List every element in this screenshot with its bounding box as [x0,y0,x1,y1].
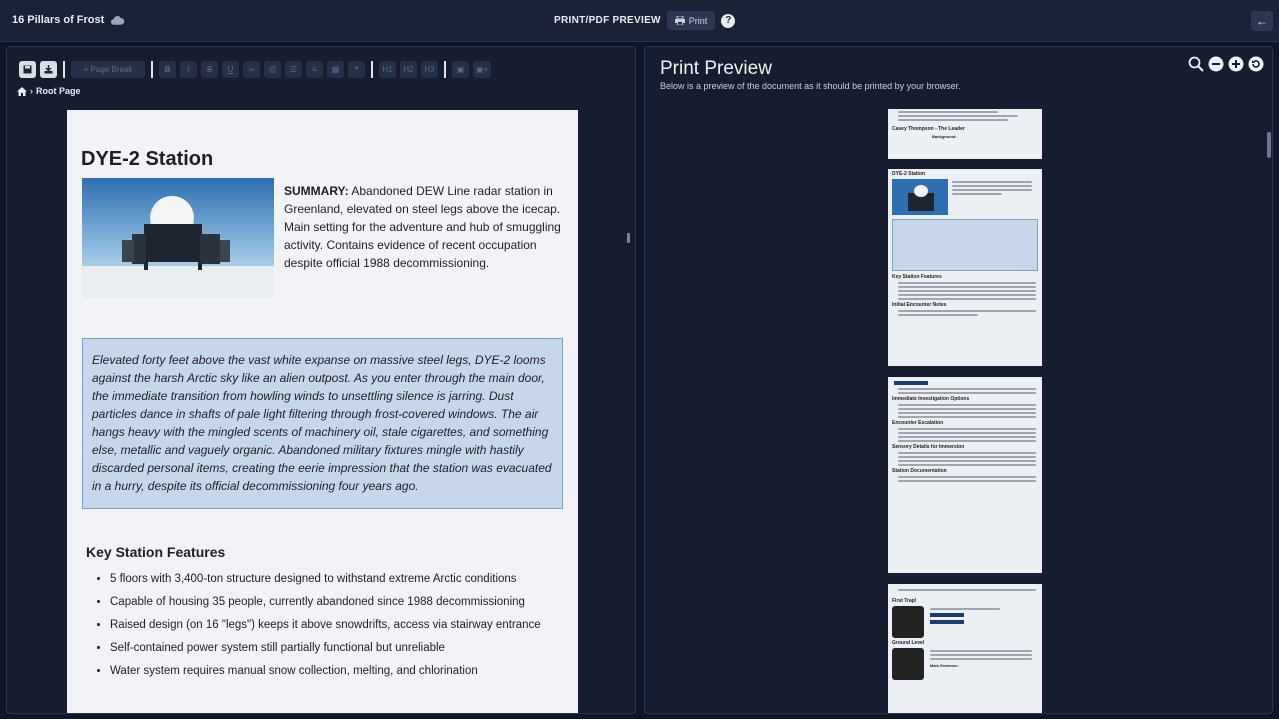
preview-page-2 [888,169,1042,366]
summary-label: SUMMARY: [284,184,349,198]
preview-section: Station Documentation [892,468,947,474]
toolbar-divider [371,61,373,78]
preview-thumbnail [892,179,948,215]
print-preview-title: Print Preview [660,58,772,79]
narrative-callout: Elevated forty feet above the vast white expanse on massive steel legs, DYE-2 looms against the harsh Arctic sky like an alien outpost. As you enter through the main door, the immediate transition from howling winds to unsettling silence is jarring. Dust particles dance in shafts of pale light filtering through frost-covered windows. The air hangs heavy with the mingled scents of machinery oil, stale cigarettes, and something else, metallic and vaguely organic. Abandoned military fixtures mingle with hastily discarded personal items, creating the eerie impression that the station was evacuated in a hurry, despite its official decommissioning four years ago. [82,338,563,509]
reset-zoom-icon[interactable] [1248,56,1264,72]
features-heading: Key Station Features [86,544,226,560]
app-title [12,14,125,26]
preview-heading: First Trap! [892,598,917,604]
preview-page-3 [888,377,1042,573]
list-item: • 5 floors with 3,400-ton structure designed to withstand extreme Arctic conditions [110,568,541,591]
station-image [82,178,274,298]
preview-section: Immediate Investigation Options [892,396,970,402]
preview-section: Initial Encounter Notes [892,302,947,308]
preview-header [554,11,735,30]
preview-label: Main Entrance: [930,663,959,668]
summary-text: Abandoned DEW Line radar station in Greenland, elevated on steel legs above the icecap. Main setting for the adventure and hub of smuggling activity. Contains evidence of recent occupation despite official 1988 decommissioning. [284,184,561,270]
breadcrumb-root-link[interactable]: Root Page [36,86,81,96]
page-break-label: Page Break [90,64,133,74]
chevron-right-icon: › [30,86,33,96]
download-icon [44,65,53,74]
numbered-list-icon: ≡ [312,64,317,74]
document-page[interactable] [67,110,578,714]
cloud-icon [110,15,125,25]
bold-button[interactable]: B [159,61,176,78]
preview-mode-title: PRINT/PDF PREVIEW [554,15,661,26]
list-item: • Water system requires manual snow collection, melting, and chlorination [110,660,541,683]
preview-page-1 [888,109,1042,159]
heading2-button[interactable]: H2 [400,61,417,78]
home-icon[interactable] [17,87,27,96]
mention-button[interactable] [264,61,281,78]
panel-resize-handle[interactable] [627,233,630,243]
underline-button[interactable]: U [222,61,239,78]
zoom-controls [1188,56,1264,72]
quote-icon: ❝ [354,64,359,74]
numbered-list-button[interactable] [306,61,323,78]
page-break-button[interactable] [71,61,145,78]
insert-image-button[interactable] [452,61,469,78]
document-title: DYE-2 Station [81,148,214,170]
strikethrough-button[interactable]: S [201,61,218,78]
italic-button[interactable]: I [180,61,197,78]
printer-icon [675,16,685,25]
app-title-text: 16 Pillars of Frost [12,14,105,26]
trap-icon [892,606,924,638]
save-icon [23,65,32,74]
editor-panel [6,46,636,714]
radar-station-illustration [82,178,274,298]
media-icon: ▣+ [476,64,489,74]
preview-section: Encounter Escalation [892,420,944,426]
zoom-in-icon[interactable] [1228,56,1244,72]
table-icon: ▦ [331,64,340,74]
bullet-list-icon: ☰ [289,64,298,74]
preview-scrollbar[interactable] [1267,132,1271,158]
back-arrow-button[interactable] [1251,11,1273,31]
table-button[interactable] [327,61,344,78]
preview-section: Key Station Features [892,274,942,280]
toolbar-divider [444,61,446,78]
link-icon: ∞ [248,64,255,74]
heading3-button[interactable]: H3 [421,61,438,78]
save-button[interactable] [19,61,36,78]
at-icon: @ [268,64,277,74]
preview-highlight [930,620,964,624]
preview-subheading: Background: [932,134,957,139]
preview-heading: Ground Level [892,640,925,646]
print-preview-subtitle: Below is a preview of the document as it should be printed by your browser. [660,81,961,91]
bullet-list-button[interactable] [285,61,302,78]
summary-paragraph [284,182,564,272]
toolbar-divider [63,61,65,78]
print-preview-panel [644,46,1273,714]
top-bar [0,0,1279,42]
heading1-button[interactable]: H1 [379,61,396,78]
preview-page-4 [888,584,1042,714]
download-button[interactable] [40,61,57,78]
features-list [110,568,541,683]
print-label: Print [688,15,708,26]
preview-heading: DYE-2 Station [892,171,926,177]
print-button[interactable] [667,11,716,30]
editor-toolbar [19,60,491,78]
image-icon: ▣ [456,64,465,74]
preview-highlight [894,381,928,385]
help-icon[interactable]: ? [721,14,735,28]
list-item: • Raised design (on 16 "legs") keeps it above snowdrifts, access via stairway entrance [110,614,541,637]
search-icon[interactable] [1188,56,1204,72]
preview-callout [892,219,1038,271]
zoom-out-icon[interactable] [1208,56,1224,72]
preview-section: Sensory Details for Immersion [892,444,965,450]
quote-button[interactable] [348,61,365,78]
list-item: • Capable of housing 35 people, currently abandoned since 1988 decommissioning [110,591,541,614]
preview-heading: Casey Thompson - The Leader [892,126,965,132]
layers-icon [892,648,924,680]
page-break-icon: + [83,64,89,74]
breadcrumb [17,86,81,96]
link-button[interactable] [243,61,260,78]
preview-highlight [930,613,964,617]
toolbar-divider [151,61,153,78]
arrow-left-icon: ← [1256,14,1268,28]
list-item: • Self-contained power system still partially functional but unreliable [110,637,541,660]
insert-media-button[interactable] [473,61,491,78]
